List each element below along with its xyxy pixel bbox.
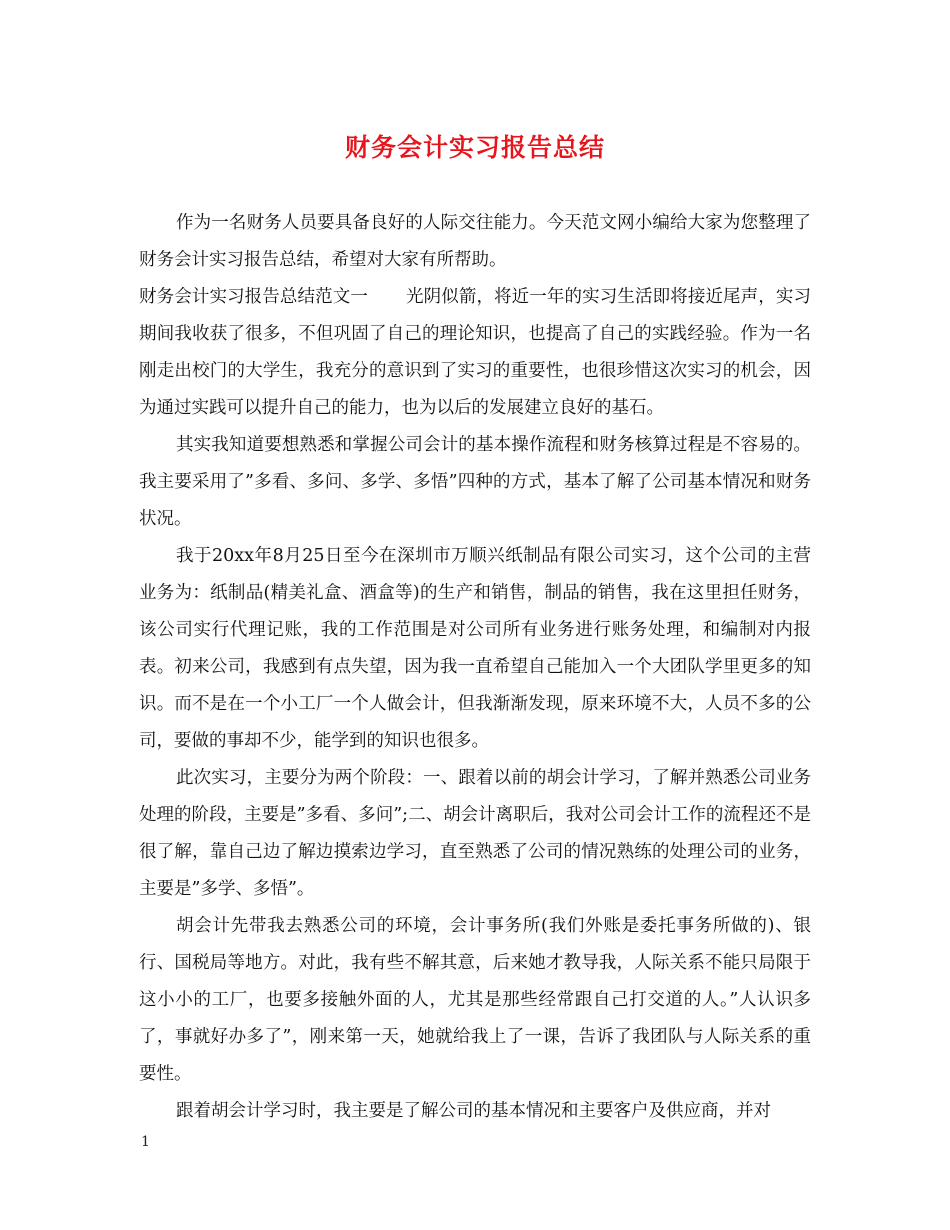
sample-label: 财务会计实习报告总结范文一: [139, 287, 368, 307]
document-title: 财务会计实习报告总结: [344, 133, 605, 162]
sample-text: 光阴似箭，将近一年的实习生活即将接近尾声，实习期间我收获了很多，不但巩固了自己的理论知识，也提高了自己的实践经验。作为一名刚走出校门的大学生，我充分的意识到了实习的重要性，也很珍惜这次实习的机会，因为通过实践可以提升自己的能力，也为以后的发展建立良好的基石。: [139, 287, 812, 418]
page-number: 1: [141, 1134, 150, 1150]
intro-paragraph: 作为一名财务人员要具备良好的人际交往能力。今天范文网小编给大家为您整理了财务会计实习报告总结，希望对大家有所帮助。: [139, 213, 811, 270]
body-paragraph-company: 我于20xx年8月25日至今在深圳市万顺兴纸制品有限公司实习，这个公司的主营业务为：纸制品(精美礼盒、酒盒等)的生产和销售，制品的销售，我在这里担任财务，该公司实行代理记账，我的工作范围是对公司所有业务进行账务处理，和编制对内报表。初来公司，我感到有点失望，因为我一直希望自己能加入一个大团队学里更多的知识。而不是在一个小工厂一个人做会计，但我渐渐发现，原来环境不大，人员不多的公司，要做的事却不少，能学到的知识也很多。: [139, 546, 811, 751]
body-paragraph-methods: 其实我知道要想熟悉和掌握公司会计的基本操作流程和财务核算过程是不容易的。我主要采用了”多看、多问、多学、多悟”四种的方式，基本了解了公司基本情况和财务状况。: [139, 435, 811, 529]
body-paragraph-learning: 跟着胡会计学习时，我主要是了解公司的基本情况和主要客户及供应商，并对: [176, 1101, 771, 1121]
body-paragraph-environment: 胡会计先带我去熟悉公司的环境，会计事务所(我们外账是委托事务所做的)、银行、国税局等地方。对此，我有些不解其意，后来她才教导我，人际关系不能只局限于这小小的工厂，也要多接触外面的人，尤其是那些经常跟自己打交道的人。”人认识多了，事就好办多了”，刚来第一天，她就给我上了一课，告诉了我团队与人际关系的重要性。: [139, 916, 811, 1084]
body-paragraph-stages: 此次实习，主要分为两个阶段：一、跟着以前的胡会计学习，了解并熟悉公司业务处理的阶段，主要是”多看、多问”;二、胡会计离职后，我对公司会计工作的流程还不是很了解，靠自己边了解边摸索边学习，直至熟悉了公司的情况熟练的处理公司的业务，主要是”多学、多悟”。: [139, 768, 811, 899]
document-body: [139, 205, 811, 1130]
sample-paragraph: [139, 279, 811, 427]
